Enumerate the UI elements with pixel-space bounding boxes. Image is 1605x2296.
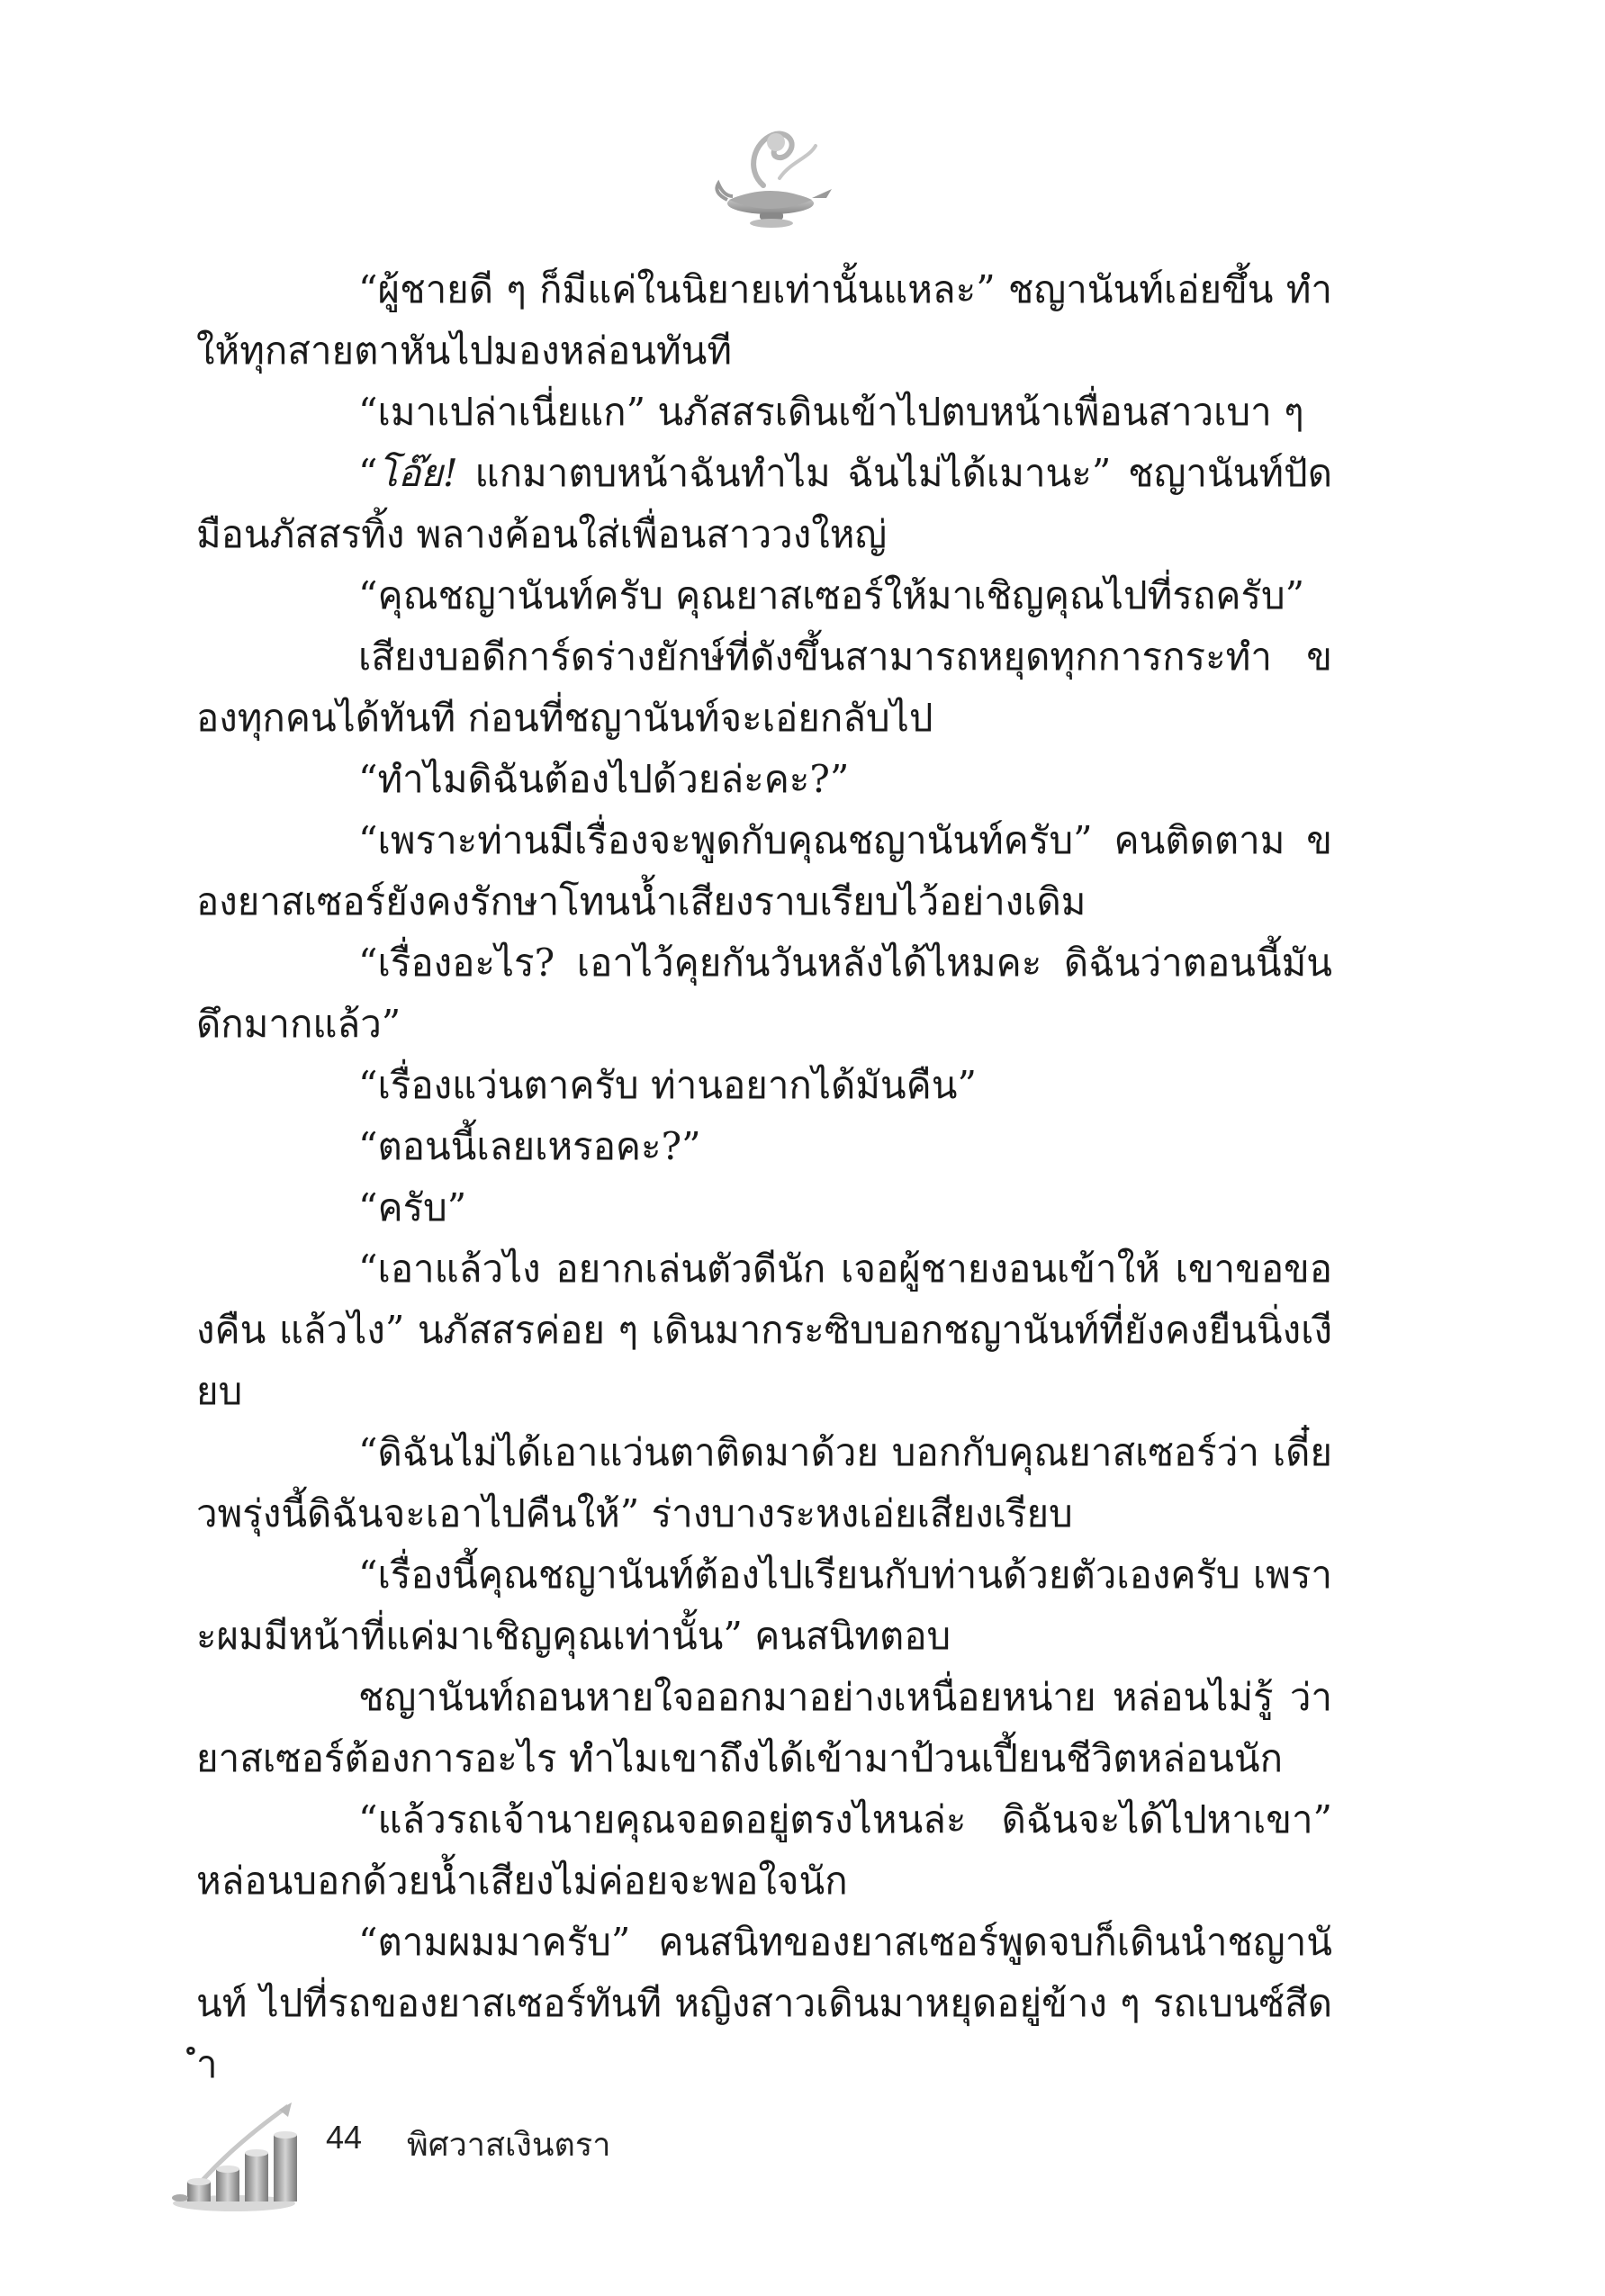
paragraph: “เอาแล้วไง อยากเล่นตัวดีนัก เจอผู้ชายงอนเข้าให้ เขาขอของคืน แล้วไง” นภัสสรค่อย ๆ เดินมากระซิบบอกชญานันท์ที่ยังคงยืนนิ่งเงียบ [196, 1247, 1332, 1413]
page-number: 44 [326, 2119, 363, 2156]
paragraph: ชญานันท์ถอนหายใจออกมาอย่างเหนื่อยหน่าย หล่อนไม่รู้ ว่ายาสเซอร์ต้องการอะไร ทำไมเขาถึงได้เข้ามาป้วนเปี้ยนชีวิตหล่อนนัก [196, 1675, 1332, 1780]
paragraph-italic-exclaim: โอ๊ย! [377, 451, 458, 495]
genie-lamp-icon [700, 106, 835, 241]
paragraph: “ดิฉันไม่ได้เอาแว่นตาติดมาด้วย บอกกับคุณยาสเซอร์ว่า เดี๋ยวพรุ่งนี้ดิฉันจะเอาไปคืนให้” ร่างบางระหงเอ่ยเสียงเรียบ [196, 1430, 1332, 1535]
paragraph: “เพราะท่านมีเรื่องจะพูดกับคุณชญานันท์ครับ” คนติดตาม ของยาสเซอร์ยังคงรักษาโทนน้ำเสียงราบเรียบไว้อย่างเดิม [196, 818, 1332, 923]
body-text [196, 259, 1332, 2095]
paragraph-rest: แกมาตบหน้าฉันทำไม ฉันไม่ได้เมานะ” ชญานันท์ปัด มือนภัสสรทิ้ง พลางค้อนใส่เพื่อนสาววงใหญ่ [196, 451, 1332, 556]
paragraph: “ทำไมดิฉันต้องไปด้วยล่ะคะ?” [358, 757, 850, 801]
book-title: พิศวาสเงินตรา [407, 2126, 611, 2163]
paragraph: “เมาเปล่าเนี่ยแก” นภัสสรเดินเข้าไปตบหน้าเพื่อนสาวเบา ๆ [358, 390, 1304, 434]
coin-stack-icon [171, 2088, 324, 2214]
paragraph: เสียงบอดีการ์ดร่างยักษ์ที่ดังขึ้นสามารถหยุดทุกการกระทำ ของทุกคนได้ทันที ก่อนที่ชญานันท์จะเอ่ยกลับไป [196, 635, 1332, 740]
paragraph: “เรื่องแว่นตาครับ ท่านอยากได้มันคืน” [358, 1063, 977, 1107]
paragraph: “ตอนนี้เลยเหรอคะ?” [358, 1124, 701, 1168]
page-footer [171, 2088, 801, 2214]
paragraph: “คุณชญานันท์ครับ คุณยาสเซอร์ให้มาเชิญคุณไปที่รถครับ” [358, 573, 1305, 617]
paragraph: “เรื่องอะไร? เอาไว้คุยกันวันหลังได้ไหมคะ ดิฉันว่าตอนนี้มัน ดึกมากแล้ว” [196, 941, 1332, 1046]
paragraph: “ตามผมมาครับ” คนสนิทของยาสเซอร์พูดจบก็เดินนำชญานันท์ ไปที่รถของยาสเซอร์ทันที หญิงสาวเดินมาหยุดอยู่ข้าง ๆ รถเบนซ์สีดำ [196, 1920, 1332, 2086]
paragraph: “แล้วรถเจ้านายคุณจอดอยู่ตรงไหนล่ะ ดิฉันจะได้ไปหาเขา” หล่อนบอกด้วยน้ำเสียงไม่ค่อยจะพอใจนัก [196, 1797, 1332, 1903]
paragraph: “ผู้ชายดี ๆ ก็มีแค่ในนิยายเท่านั้นแหละ” ชญานันท์เอ่ยขึ้น ทำให้ทุกสายตาหันไปมองหล่อนทันที [196, 267, 1332, 373]
paragraph-open-quote: “ [358, 451, 378, 495]
paragraph: “เรื่องนี้คุณชญานันท์ต้องไปเรียนกับท่านด้วยตัวเองครับ เพราะผมมีหน้าที่แค่มาเชิญคุณเท่านั้น” คนสนิทตอบ [196, 1553, 1332, 1658]
paragraph [196, 443, 1332, 565]
paragraph: “ครับ” [358, 1185, 467, 1229]
